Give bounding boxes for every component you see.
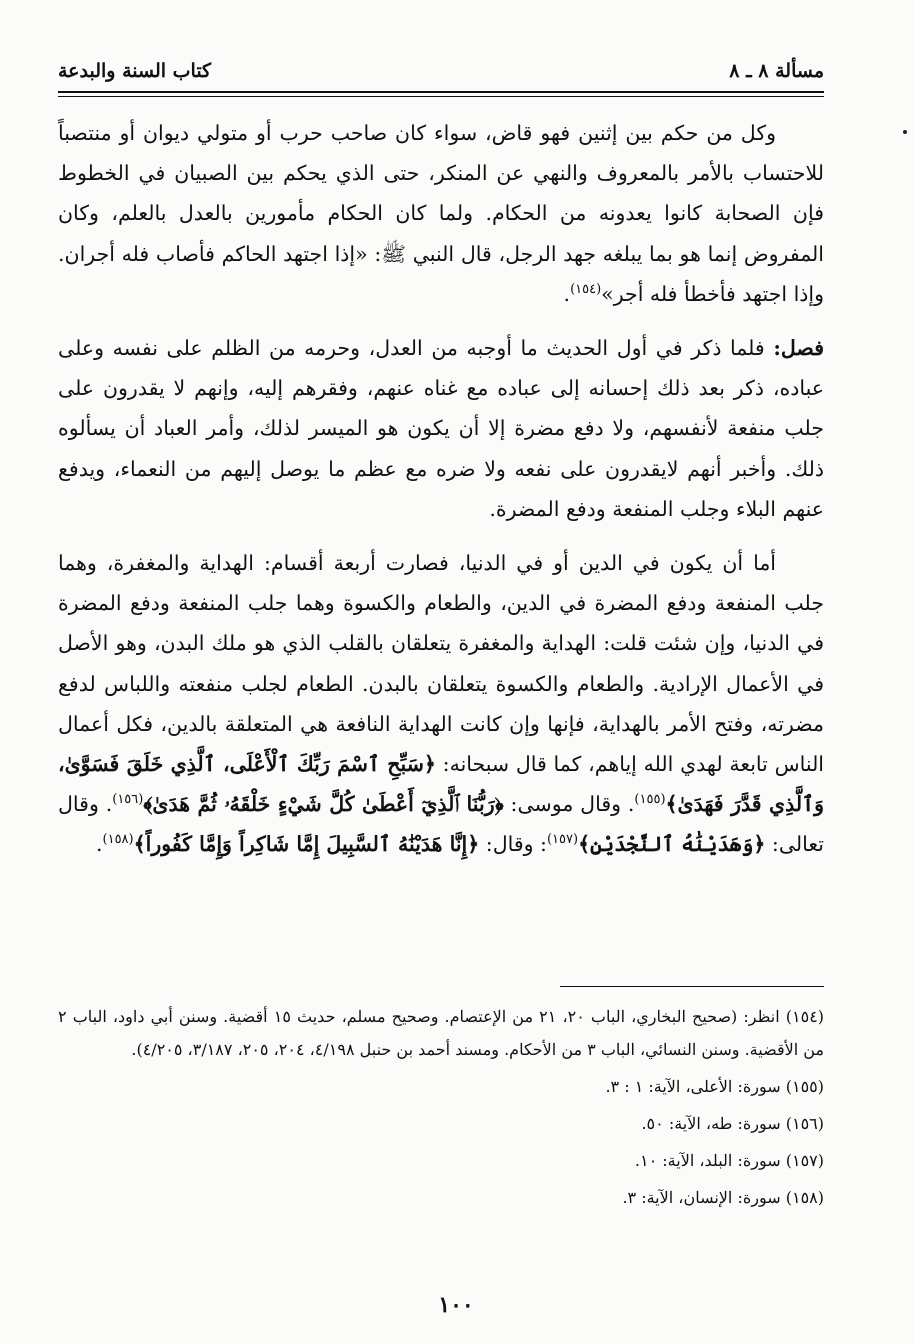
- header-book-title: كتاب السنة والبدعة: [58, 60, 212, 82]
- section-label: فصل:: [773, 336, 824, 361]
- paragraph-1: [58, 113, 824, 314]
- footnote-ref-158: (١٥٨): [102, 832, 134, 848]
- running-header: [58, 52, 824, 90]
- footnote-156: (١٥٦) سورة: طه، الآية: ٥٠.: [641, 1114, 824, 1133]
- paragraph-1-end: .: [563, 281, 571, 306]
- paragraph-2-text: فلما ذكر في أول الحديث ما أوجبه من العدل، وحرمه من الظلم على نفسه وعلى عباده، ذكر بعد ذلك إحسانه إلى عباده مع غناه عنهم، وفقرهم إليه، وإنهم لا يقدرون على جلب منفعة لأنفسهم، ولا دفع مضرة إلا أن يكون هو الميسر لذلك، وأمر العباد أن يسألوه ذلك. وأخبر أنهم لايقدرون على نفعه ولا ضره مع عظم ما يوصل إليهم من النعماء، ويدفع عنهم البلاء وجلب المنفعة ودفع المضرة.: [58, 336, 824, 521]
- paragraph-3-mid-2: . وقال تعالى:: [58, 792, 824, 857]
- quran-verse-1: ﴿سَبِّحِ ٱسْمَ رَبِّكَ ٱلْأَعْلَى، ٱلَّذِي خَلَقَ فَسَوَّىٰ، وَٱلَّذِي قَدَّرَ فَهَدَىٰ﴾: [58, 752, 824, 817]
- paragraph-1-text: وكل من حكم بين إثنين فهو قاض، سواء كان صاحب حرب أو متولي ديوان أو منتصباً للاحتساب بالأمر بالمعروف والنهي عن المنكر، حتى الذي يحكم بين الصبيان في الخطوط فإن الصحابة كانوا يعدونه من الحكام. ولما كان الحكام مأمورين بالعدل بالعلم، وكان المفروض إنما هو بما يبلغه جهد الرجل، قال النبي ﷺ: «إذا اجتهد الحاكم فأصاب فله أجران. وإذا اجتهد فأخطأ فله أجر»: [58, 121, 824, 306]
- footnote-ref-155: (١٥٥): [634, 792, 666, 808]
- margin-dot: [903, 130, 907, 134]
- footnote-ref-156: (١٥٦): [112, 792, 144, 808]
- paragraph-3: [58, 543, 824, 865]
- paragraph-2: [58, 328, 824, 529]
- page-number: ١٠٠: [438, 1292, 474, 1318]
- paragraph-3-mid-1: . وقال موسى:: [503, 792, 635, 817]
- footnote-separator: [560, 986, 824, 987]
- main-text: [58, 113, 824, 879]
- footnote-ref-154: (١٥٤): [570, 281, 602, 297]
- footnote-158: (١٥٨) سورة: الإنسان، الآية: ٣.: [622, 1188, 824, 1207]
- paragraph-3-text: أما أن يكون في الدين أو في الدنيا، فصارت أربعة أقسام: الهداية والمغفرة، وهما جلب المنفعة ودفع المضرة في الدين، والطعام والكسوة وهما جلب المنفعة ودفع المضرة في الدنيا، وإن شئت قلت: الهداية والمغفرة يتعلقان بالقلب الذي هو ملك البدن، وهو الأصل في الأعمال الإرادية. والطعام والكسوة يتعلقان بالبدن. الطعام لجلب منفعته واللباس لدفع مضرته، وفتح الأمر بالهداية، فإنها وإن كانت الهداية النافعة هي المتعلقة بالدين، فكل أعمال الناس تابعة لهدي الله إياهم، كما قال سبحانه:: [58, 551, 825, 777]
- footnote-ref-157: (١٥٧): [546, 832, 579, 848]
- quran-verse-4: ﴿إِنَّا هَدَيْنَٰهُ ٱلسَّبِيلَ إِمَّا شَاكِراً وَإِمَّا كَفُوراً﴾: [133, 832, 480, 857]
- quran-verse-3: ﴿وَهَدَيْنَٰهُ ٱلنَّجْدَيْنِ﴾: [578, 832, 766, 857]
- footnote-155: (١٥٥) سورة: الأعلى، الآية: ١ : ٣.: [605, 1077, 824, 1096]
- header-issue-number: مسألة ٨ ـ ٨: [729, 60, 824, 82]
- quran-verse-2: ﴿رَبُّنَا ٱلَّذِيٓ أَعْطَىٰ كُلَّ شَيْءٍ خَلْقَهُۥ ثُمَّ هَدَىٰ﴾: [143, 792, 504, 817]
- footnote-157: (١٥٧) سورة: البلد، الآية: ١٠.: [634, 1151, 824, 1170]
- header-rule-thick: [58, 91, 824, 93]
- header-rule-thin: [58, 96, 824, 97]
- paragraph-3-end: .: [95, 832, 103, 857]
- footnotes: [58, 1000, 824, 1218]
- footnote-154: (١٥٤) انظر: (صحيح البخاري، الباب ٢٠، ٢١ من الإعتصام. وصحيح مسلم، حديث ١٥ أقضية. وسنن أبي داود، الباب ٢ من الأقضية. وسنن النسائي، الباب ٣ من الأحكام. ومسند أحمد بن حنبل ٤/١٩٨، ٢٠٤، ٢٠٥، ٣/١٨٧، ٤/٢٠٥).: [58, 1007, 825, 1059]
- paragraph-3-mid-3: : وقال:: [479, 832, 547, 857]
